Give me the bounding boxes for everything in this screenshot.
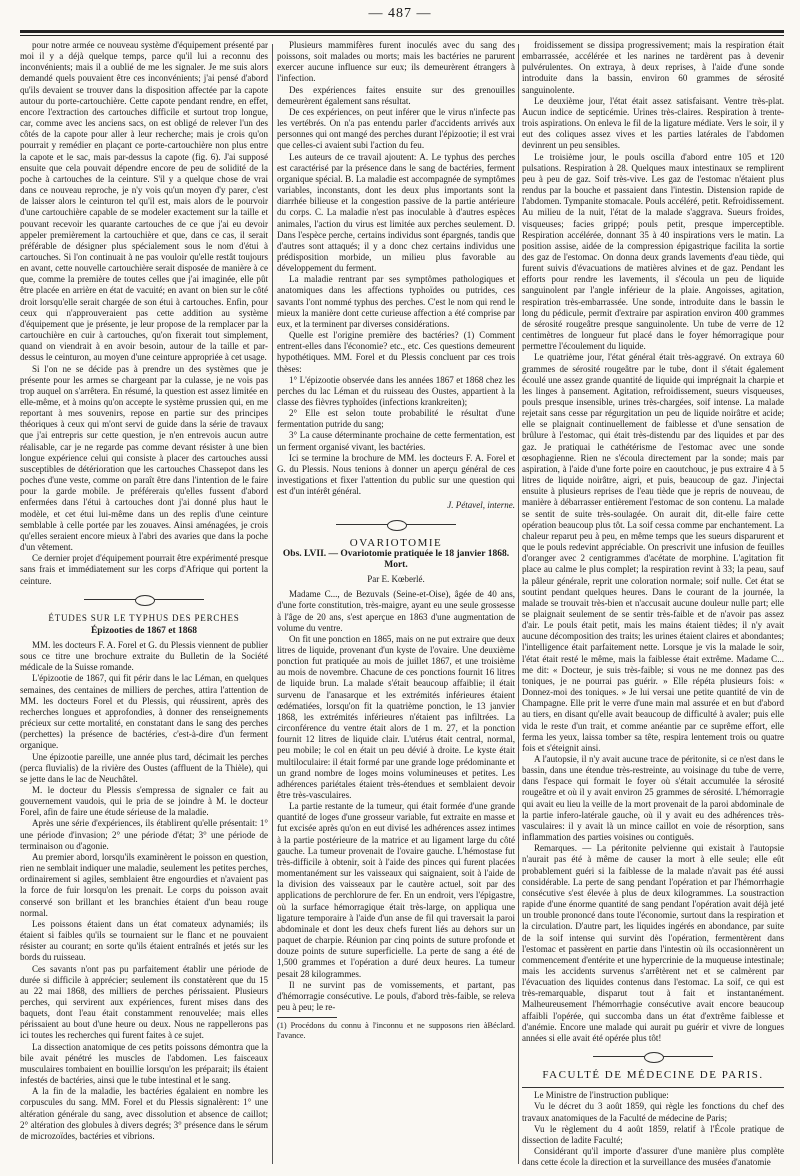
- col3-paragraph-3: Le troisième jour, le pouls oscilla d'abord entre 105 et 120 pulsations. Respiration à 28. Quelques maux intestinaux se remplirent peu à peu de gaz. Soif très-vive. Les gaz de l'estomac n'étaient plus rendus par la bouche et passaient dans l'intestin. Distension rapide de l'abdomen. Tympanite stomacale. Pouls accéléré, petit. Refroidissement. Au milieu de la nuit, l'état de la malade s'aggrava. Sueurs froides, visqueuses; facies grippé; pouls petit, presque imperceptible. Respiration accélérée, donnant 35 à 40 inspirations vers le matin. La position assise, aidée de la compression épigastrique facilita la sortie des gaz de l'estomac. On donna deux grands lavements d'eau tiède, qui furent suivis d'évacuations de matières alvines et de gaz. Pendant les efforts pour rendre les lavements, il s'écoula un peu de liquide sanguinolent par l'angle inférieur de la plaie. Angoisses, agitation, respiration très-embarrassée. Une sonde, introduite dans le bassin le long du pédicule, permit d'extraire par aspiration environ 400 grammes de sérosité rougeâtre presque sanguinolente. Un tube de verre de 12 centimètres de longueur fut placé dans le foyer hémorragique pour permettre l'écoulement du liquide.: [522, 151, 784, 352]
- typhus-paragraph-4: M. le docteur du Plessis s'empressa de signaler ce fait au gouvernement vaudois, qui le pria de se joindre à M. le docteur Forel, afin de faire une étude sérieuse de la maladie.: [20, 785, 268, 818]
- page-number: — 487 —: [368, 6, 432, 21]
- footnote: [277, 1021, 515, 1041]
- article-byline: Par E. Kœberlé.: [367, 574, 425, 585]
- ovariotomie-paragraph-1: Madame C..., de Bezuvals (Seine-et-Oise), âgée de 40 ans, d'une forte constitution, très-maigre, ayant eu une seule grossesse à l'âge de 20 ans, s'est aperçue en 1863 d'une augmentation de volume du ventre.: [277, 589, 515, 633]
- section-title-faculte: FACULTÉ DE MÉDECINE DE PARIS.: [542, 1069, 764, 1082]
- footnote-text: (1) Procédons du connu à l'inconnu et ne supposons rien à l'avance.: [277, 1021, 488, 1041]
- ovariotomie-paragraph-4: Il ne survint pas de vomissements, et partant, pas d'hémorragie consécutive. Le pouls, d'abord très-faible, se releva peu à peu; le re-: [277, 979, 515, 1012]
- typhus-paragraph-5: Après une série d'expériences, ils établirent qu'elle présentait: 1° une période d'invasion; 2° une période d'état; 3° une période de terminaison ou d'agonie.: [20, 818, 268, 851]
- column-rule-2: [518, 44, 519, 1164]
- column-rule-1: [272, 44, 273, 1164]
- typhus-paragraph-1: MM. les docteurs F. A. Forel et G. du Plessis viennent de publier sous ce titre une brochure extraite du Bulletin de la Société médicale de la Suisse romande.: [20, 639, 268, 673]
- footnote-signature: Béclard.: [487, 1021, 515, 1031]
- header-rule-thin: [20, 35, 784, 36]
- col2-paragraph-9: 3° La cause déterminante prochaine de cette fermentation, est un ferment organisé vivant, les bactéries.: [277, 430, 515, 452]
- faculte-paragraph-2: Vu le décret du 3 août 1859, qui règle les fonctions du chef des travaux anatomiques de la Faculté de médecine de Paris;: [522, 1101, 784, 1123]
- footnote-rule: [277, 1017, 337, 1018]
- col2-paragraph-1: Plusieurs mammifères furent inoculés avec du sang des poissons, soit malades ou morts; mais les bactéries ne parurent exercer aucune influence sur eux; ils demeurèrent étrangers à l'infection.: [277, 40, 515, 84]
- col2-paragraph-5: La maladie rentrant par ses symptômes pathologiques et anatomiques dans les affections typhoïdes ou putrides, ces savants l'ont nommé typhus des perches. C'est le nom qui rend le mieux la manière dont cette curieuse affection a été comprise par eux, et la terminent par diverses considérations.: [277, 274, 515, 329]
- article-subtitle-obs: Obs. LVII. — Ovariotomie pratiquée le 18 janvier 1868.: [282, 548, 510, 559]
- faculte-paragraph-1: Le Ministre de l'instruction publique:: [534, 1090, 669, 1101]
- article-subtitle-mort: Mort.: [384, 559, 408, 570]
- col1-paragraph-2: Si l'on ne se décide pas à prendre un des systèmes que je présente pour les armes se chargeant par la culasse, je ne vois pas trop auquel on s'arrêtera. En résumé, la question est assez limitée en elle-même, et à moins qu'on accepte le système prussien qui, en me reportant à mes souvenirs, repose en partie sur des principes théoriques à ceux qui m'ont servi de guide dans la série de travaux que j'ai entrepris sur cette question, je n'en entrevois aucun autre réalisable, car je ne regarde pas comme devant résister à une bien longue expérience celui qui consiste à placer des cartouches aussi susceptibles de détérioration que les cartouches Chassepot dans les poches d'une veste, comme on paraît être dans l'intention de le faire pour la garde mobile. Je préférerais qu'elles fussent d'abord enfermées dans l'étui à cartouches dont j'ai donné plus haut le modèle, et cet étui lui-même dans un des replis d'une ceinture semblable à celle portée par les zouaves. Ainsi aménagées, je crois qu'elles seraient encore mieux à l'abri des avaries que dans la poche d'un vêtement.: [20, 363, 268, 553]
- typhus-paragraph-10: A la fin de la maladie, les bactéries égalaient en nombre les corpuscules du sang. MM. Forel et du Plessis signalèrent: 1° une altération générale du sang, avec dissolution et absence de caillot; 2° altération des globules à divers degrés; 3° présence dans le sérum de microzoïdes, bactéries et vibrions.: [20, 1086, 268, 1141]
- col2-paragraph-6: Quelle est l'origine première des bactéries? (1) Comment entrent-elles dans l'économie? etc., etc. Ces questions demeurent hypothétiques. MM. Forel et du Plessis concluent par ces trois thèses:: [277, 330, 515, 374]
- column-3: [522, 40, 784, 1168]
- col3-paragraph-6: Remarques. — La péritonite pelvienne qui existait à l'autopsie n'aurait pas été à même de causer la mort à elle seule; elle eût probablement guéri si la faiblesse de la malade n'avait pas été aussi considérable. La perte de sang pendant l'opération et par l'hémorrhagie consécutive s'est élevée à plus de deux kilogrammes. La soustraction rapide d'une énorme quantité de sang pendant l'opération avait déjà jeté un trouble prononcé dans toute l'économie, surtout dans la respiration et la circulation. D'autre part, les liquides ingérés en abondance, par suite de la soif intense qui survint dès l'opération, fermentèrent dans l'estomac et passèrent en partie dans l'intestin où ils occasionnèrent un commencement d'entérite et une hypercrinie de la muqueuse intestinale; mais les accidents survenus s'arrêtèrent net et se calmèrent par l'évacuation des liquides contenus dans l'estomac. La soif, ce qui est très-remarquable, disparut tout à fait et instantanément. Malheureusement l'hémorrhagie consécutive avait encore beaucoup affaibli l'opérée, qui succomba dans un état d'extrême faiblesse et d'anémie. Encore une malade qui aurait pu guérir et vivre de longues années si elle avait été opérée plus tôt!: [522, 843, 784, 1043]
- typhus-paragraph-3: Une épizootie pareille, une année plus tard, décimait les perches (perca fluvialis) de la rivière des Oustes (affluent de la Thièle), qui se jette dans le lac de Neuchâtel.: [20, 751, 268, 784]
- ornamental-divider: [84, 595, 204, 605]
- typhus-paragraph-8: Ces savants n'ont pas pu parfaitement établir une période de durée si difficile à apprécier; seulement ils constatèrent que du 15 au 22 mai 1868, des milliers de perches périssaient. Plusieurs perches, qui servirent aux expériences, furent mises dans des baquets, dont l'eau était constamment renouvelée; mais elles périssaient au bout d'une heure ou deux. Nous ne rappellerons pas ici toutes les recherches qui furent faites à ce sujet.: [20, 963, 268, 1041]
- typhus-paragraph-9: La dissection anatomique de ces petits poissons démontra que la bile avait pénétré les muscles de l'abdomen. Les faisceaux musculaires tombaient en bouillie lorsqu'on les préparait; ils étaient infestés de bactéries, ainsi que le tube intestinal et le sang.: [20, 1041, 268, 1086]
- column-1: [20, 40, 268, 1168]
- col2-paragraph-4: Les auteurs de ce travail ajoutent: A. Le typhus des perches est caractérisé par la présence dans le sang de bactéries, ferment organique spécial. B. La maladie est accompagnée de symptômes variables, inconstants, dont les deux plus importants sont la diarrhée bilieuse et la congestion passive de la partie antérieure du corps. C. La maladie n'est pas inoculable à d'autres espèces animales, l'action du virus est limitée aux perches seulement. D. Dans l'espèce perche, certains individus sont épargnés, tandis que d'autres sont attaqués; il y a donc chez certains individus une prédisposition morbide, un milieu plus favorable au développement du ferment.: [277, 151, 515, 274]
- article-heading-typhus: ÉTUDES SUR LE TYPHUS DES PERCHES: [48, 612, 240, 623]
- col2-paragraph-7: 1° L'épizootie observée dans les années 1867 et 1868 chez les perches du lac Léman et du ruisseau des Oustes, appartient à la classe des fièvres typhoïdes (infections krankreiten);: [277, 374, 515, 407]
- typhus-paragraph-2: L'épizootie de 1867, qui fit périr dans le lac Léman, en quelques semaines, des centaines de milliers de perches, attira l'attention de MM. les docteurs Forel et du Plessis, qui réussirent, après des recherches longues et approfondies, à donner des renseignements précieux sur cette mortalité, en constatant dans le sang des perches (perchettes) la présence de bactéries, c'est-à-dire d'un ferment organique.: [20, 673, 268, 751]
- col2-paragraph-2: Des expériences faites ensuite sur des grenouilles demeurèrent également sans résultat.: [277, 84, 515, 106]
- col2-paragraph-8: 2° Elle est selon toute probabilité le résultat d'une fermentation putride du sang;: [277, 408, 515, 430]
- col2-paragraph-3: De ces expériences, on peut inférer que le virus n'infecte pas les vertébrés. On n'a pas entendu parler d'accidents arrivés aux personnes qui ont mangé des perches durant l'épizootie; il est vrai que celles-ci avaient subi l'action du feu.: [277, 106, 515, 151]
- typhus-paragraph-6: Au premier abord, lorsqu'ils examinèrent le poisson en question, rien ne semblait indiquer une maladie, seulement les petites perches, ordinairement si agiles, semblaient être engourdies et n'avaient pas la force de fuir lorsqu'on les prenait. Le corps du poisson avait conservé son brillant et les branchies étaient d'un beau rouge normal.: [20, 851, 268, 918]
- col1-paragraph-3: Ce dernier projet d'équipement pourrait être expérimenté presque sans frais et immédiatement sur les corps d'Afrique qui portent la ceinture.: [20, 553, 268, 586]
- col1-paragraph-1: pour notre armée ce nouveau système d'équipement présenté par moi il y a déjà quelque temps, parce qu'il lui a reconnu des inconvénients; mais il a oublié de me les signaler. Je me suis alors demandé quels pouvaient être ces inconvénients; j'ai pensé d'abord qu'ils devaient se trouver dans la disposition affectée par la capote autour du porte-cartouchière. Cette capote pendant rendre, en effet, encore l'extraction des cartouches difficile et surtout trop longue, car, comme avec les anciens sacs, on est obligé de relever l'un des côtés de la capote pour aller à leur recherche; mais je crois qu'on pourrait y remédier en plaçant ce porte-cartouchière non plus entre la capote et le sac, mais par-dessus la capote (fig. 6). J'ai supposé ensuite que cela pouvait dépendre encore de peu de solidité de la poche à cartouches de la ceinture. S'il y a quelque chose de vrai dans ce nouveau reproche, je n'y vois qu'un moyen d'y parer, c'est de laisser alors le ceinturon tel qu'il est, mais alors de le pourvoir d'une cartouchière capable de se modeler exactement sur la taille et pouvant recevoir les quarante cartouches de ce que j'ai eu devoir appeler premièrement la cartouchière et que, dans ce cas, il serait préférable de désigner plus spécialement sous le nom d'étui à cartouches. Si l'on continuait à ne pas vouloir qu'elle restât toujours en avant, cette nouvelle cartouchière serait disposée de manière à ce que, comme la première de toutes celles que j'ai imaginée, elle pût être placée en arrière en état de vacuité; en avant on bien sur le côté droit lorsqu'elle serait chargée de son étui à cartouches. Enfin, pour ceux qui n'approuveraient pas cette addition au système d'équipement que je présente, je leur propose de la remplacer par la cartouchière en cuir à cartouches, qu'on fixerait tout simplement, quand on viendrait à en avoir besoin, autour de la taille et par-dessus le ceinturon, au moyen d'une ceinture appropriée à cet usage.: [20, 40, 268, 363]
- typhus-paragraph-7: Les poissons étaient dans un état comateux adynamiés; ils étaient si faibles qu'ils se tournaient sur le flanc et ne pouvaient résister au courant; en sorte qu'ils étaient entraînés et jetés sur les bords du ruisseau.: [20, 918, 268, 963]
- article-title-ovariotomie: OVARIOTOMIE: [349, 536, 443, 549]
- author-signature: J. Pétavel, interne.: [447, 500, 515, 511]
- col3-paragraph-5: A l'autopsie, il n'y avait aucune trace de péritonite, si ce n'est dans le bassin, dans une étendue très-restreinte, au voisinage du tube de verre, dans l'espace qui formait le foyer où s'était accumulée la sérosité rougeâtre et où il y avait environ 25 grammes de sérosité. L'hémorragie qui avait eu lieu la veille de la mort provenait de la paroi abdominale de la partie infero-latérale gauche, où il y avait eu des adhérences très-vasculaires: il y avait là un mince caillot en voie de résorption, sans inflammation des parties voisines ou contiguës.: [522, 754, 784, 843]
- section-rule: [522, 1087, 784, 1088]
- faculte-paragraph-3: Vu le règlement du 4 août 1859, relatif à l'École pratique de dissection de ladite Faculté;: [522, 1123, 784, 1145]
- ornamental-divider: [593, 1052, 713, 1062]
- col2-paragraph-10: Ici se termine la brochure de MM. les docteurs F. A. Forel et G. du Plessis. Nous tenions à donner un aperçu général de ces investigations et fixer l'attention du public sur une question qui est d'un intérêt général.: [277, 452, 515, 497]
- col3-paragraph-4: Le quatrième jour, l'état général était très-aggravé. On extraya 60 grammes de sérosité rougeâtre par le tube, dont il s'était également écoulé une assez grande quantité de liquide qui imprégnait la charpie et les linges à pansement. Agitation, refroidissement, sueurs visqueuses, pouls presque insensible, urines très-chargées, soif intense. La malade rejetait sans cesse par régurgitation un peu de liquide noirâtre et acide; elle se plaignait continuellement de faiblesse et d'une sensation de brûlure à l'estomac, qui était très-distendu par des liquides et par des gaz. Je pratiquai le cathétérisme de l'estomac avec une sonde œsophagienne. Rien ne s'écoula directement par la sonde; mais par aspiration, à l'aide d'une forte poire en caoutchouc, je pus extraire 4 à 5 litres de liquide noirâtre, aigri, et puis, beaucoup de gaz. J'injectai ensuite à plusieurs reprises de l'eau tiède que je repris de nouveau, de manière à débarrasser entièrement l'estomac de son contenu. La malade se sentit de suite très-soulagée. On aurait dit, dit-elle faire cette opération beaucoup plus tôt. La soif cessa comme par enchantement. La chaleur reparut peu à peu, en même temps que les sueurs disparurent et que le pouls redevint appréciable. On prescrivit une infusion de feuilles d'oranger avec 2 centigrammes d'acétate de morphine. L'agitation fit place au calme le plus complet; la respiration revint à 33; la peau, sauf la pâleur générale, reprit une coloration normale; soif nulle. Cet état se soutint pendant quelques heures. Dans le courant de la journée, la malade se trouvait très-bien et n'accusait aucune douleur nulle part; elle se plaignait seulement de se sentir très-faible et de n'avoir pas assez d'air. Le pouls était petit, mais les mains étaient tièdes; il n'y avait aucune décomposition des traits; les urines étaient claires et abondantes; l'intelligence était parfaitement nette. Lorsque je vis la malade le soir, l'état était resté le même, mais la faiblesse était extrême. Madame C... me dit: « Docteur, je suis très-faible; si vous ne me donnez pas des toniques, je ne pourrai pas guérir. » Elle répéta plusieurs fois: « Donnez-moi des toniques. » Je lui versai une petite quantité de vin de Champagne. Elle prit le verre d'une main mal assurée et en but d'abord au tiers, en disant qu'elle avait beaucoup de difficulté à avaler; puis elle vida le reste d'un trait, et comme anéantie par ce suprême effort, elle ferma les yeux, laissa tomber sa tête, respira lentement trois ou quatre fois et s'éteignit ainsi.: [522, 352, 784, 753]
- column-2: [277, 40, 515, 1168]
- header-rule-thick: [20, 30, 784, 33]
- faculte-paragraph-4: Considérant qu'il importe d'assurer d'une manière plus complète dans cette école la direction et la surveillance des musées d'anatomie: [522, 1146, 784, 1168]
- article-subheading-epizooties: Épizooties de 1867 et 1868: [90, 625, 198, 636]
- ovariotomie-paragraph-2: On fit une ponction en 1865, mais on ne put extraire que deux litres de liquide, provenant d'un kyste de l'ovaire. Une deuxième ponction fut pratiquée au mois de juillet 1867, et une troisième au mois de novembre. Chacune de ces ponctions fournit 16 litres de liquide brun. La malade s'était beaucoup affaiblie; il était survenu de l'anasarque et les extrémités inférieures étaient œdématiées, lorsqu'on fit la quatrième ponction, le 13 janvier 1868, les extrémités inférieures n'étaient pas infiltrées. La circonférence du ventre était alors de 1 m. 27, et la ponction fournit 12 litres de liquide clair. L'utérus était central, normal, peu mobile; le col en était un peu dévié à droite. Le kyste était multiloculaire: il était formé par une grande loge prédominante et un grand nombre de loges moins volumineuses et petites. Les adhérences pariétales étaient très-étendues et semblaient devoir être très-vasculaires.: [277, 633, 515, 800]
- ornamental-divider: [336, 520, 456, 530]
- col3-paragraph-1: froidissement se dissipa progressivement; mais la respiration était embarrassée, accélérée et les narines ne tardèrent pas à devenir pulvérulentes. On extraya, à deux reprises, à l'aide d'une sonde introduite dans la bassin, environ 60 grammes de sérosité sanguinolente.: [522, 40, 784, 95]
- col3-paragraph-2: Le deuxième jour, l'état était assez satisfaisant. Ventre très-plat. Aucun indice de septicémie. Urines très-claires. Respiration à trente-trois aspirations. On enleva le fil de la ligature médiate. Vers le soir, il y eut des coliques assez vives et les parties latérales de l'abdomen devinrent un peu sensibles.: [522, 95, 784, 151]
- ovariotomie-paragraph-3: La partie restante de la tumeur, qui était formée d'une grande quantité de loges d'une grosseur variable, fut extraite en masse et fut excisée après qu'on en eut divisé les adhérences assez intimes à la partie postérieure de la matrice et au ligament large du côté gauche. La tumeur provenait de l'ovaire gauche. L'hémostase fut très-difficile à obtenir, soit à l'aide des pinces qui furent placées momentanément sur les vaisseaux qui saignaient, soit à l'aide de la division des vaisseaux par le cautère actuel, soit par des applications de perchlorure de fer. En un endroit, vers l'épigastre, où la surface hémorragique était très-large, on appliqua une ligature temporaire à l'aide d'un anse de fil qui traversait la paroi abdominale et dont les deux chefs furent liés au dehors sur un paquet de charpie. Réunion par cinq points de suture profonde et douze points de suture superficielle. La perte de sang a été de 1,500 grammes et l'opération a duré deux heures. La tumeur pesait 28 kilogrammes.: [277, 801, 515, 979]
